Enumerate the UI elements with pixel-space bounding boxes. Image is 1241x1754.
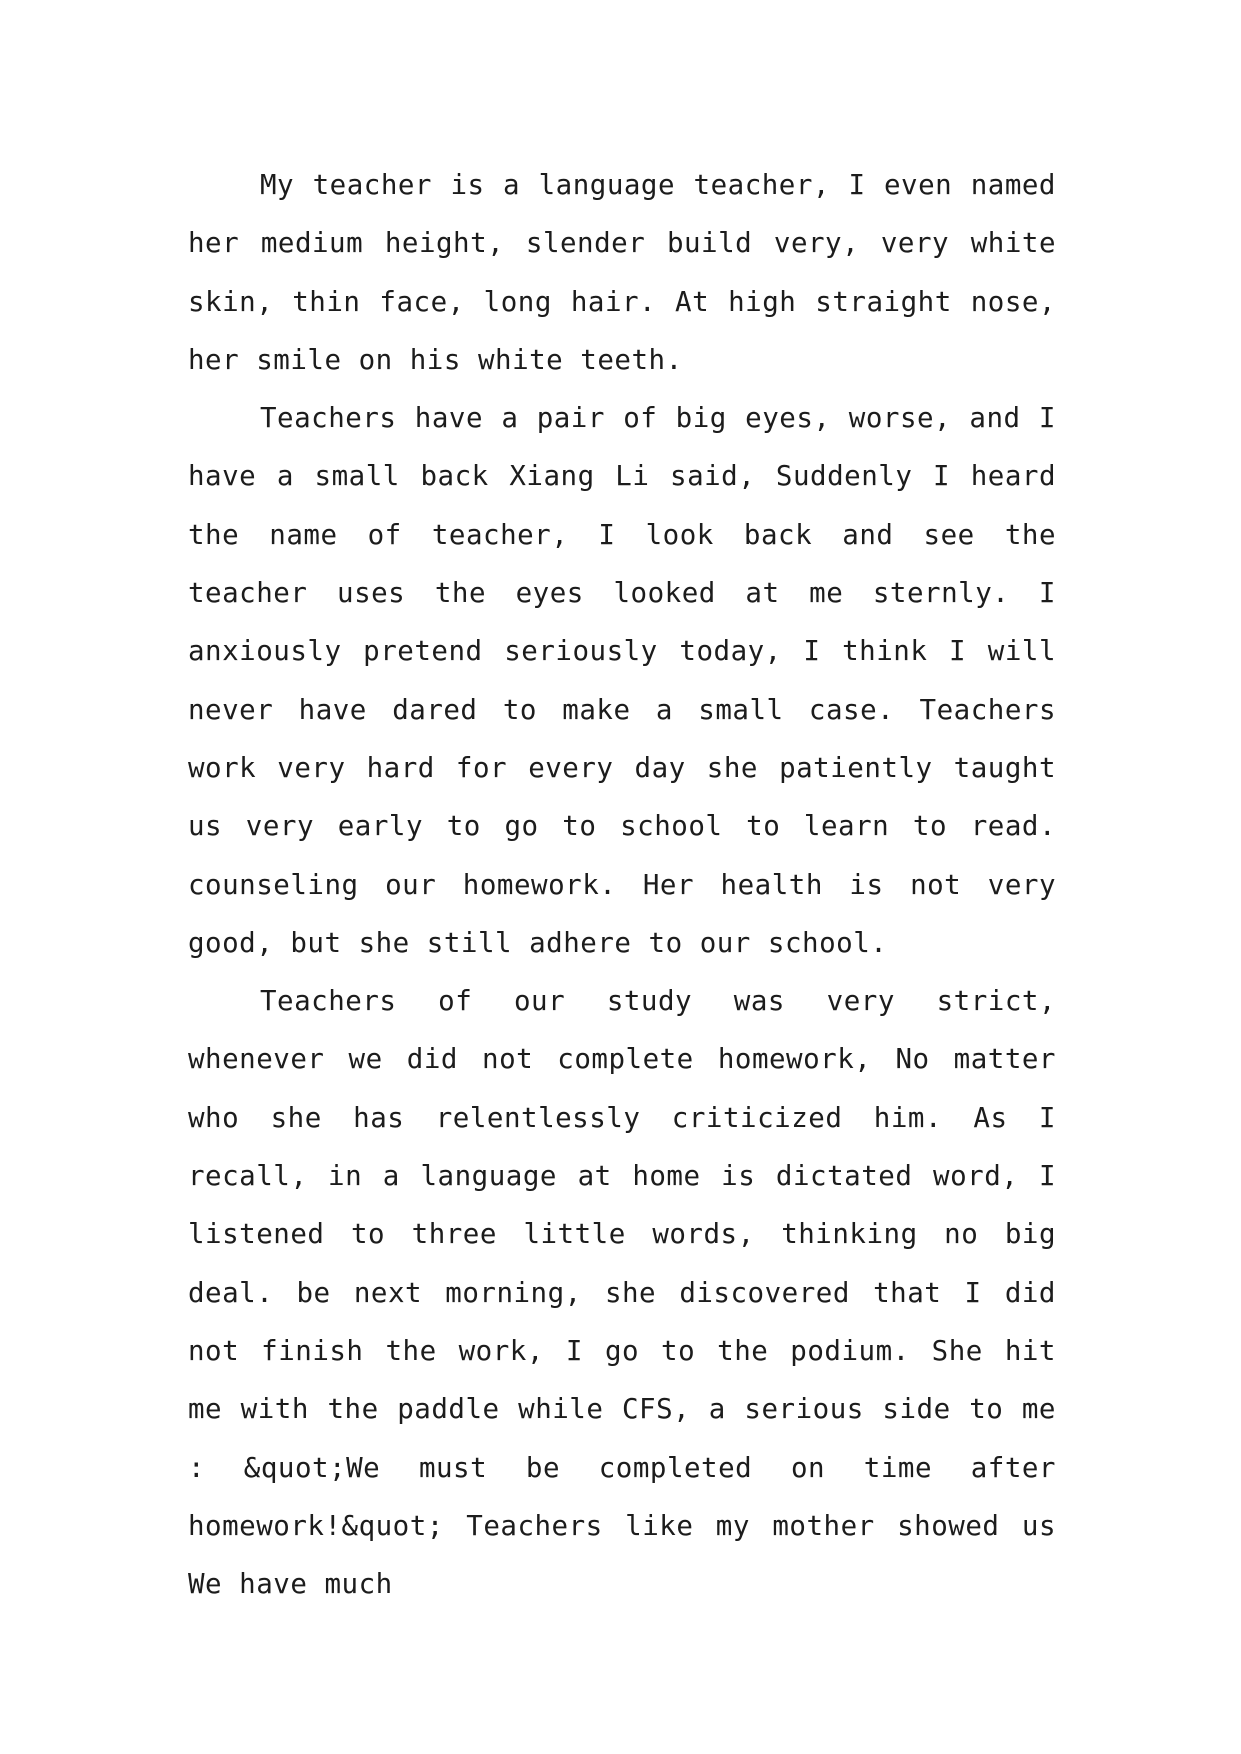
paragraph: My teacher is a language teacher, I even named her medium height, slender build very, very white skin, thin face, long hair. At high straight nose, her smile on his white teeth. [188,169,1056,376]
paragraph: Teachers have a pair of big eyes, worse, and I have a small back Xiang Li said, Suddenly I heard the name of teacher, I look back and see the teacher uses the eyes looked at me sternly. I anxiously pretend seriously today, I think I will never have dared to make a small case. Teachers work very hard for every day she patiently taught us very early to go to school to learn to read. counseling our homework. Her health is not very good, but she still adhere to our school. [188,402,1056,959]
document-body [188,156,1056,1613]
paragraph: Teachers of our study was very strict, whenever we did not complete homework, No matter who she has relentlessly criticized him. As I recall, in a language at home is dictated word, I listened to three little words, thinking no big deal. be next morning, she discovered that I did not finish the work, I go to the podium. She hit me with the paddle while CFS, a serious side to me : &quot;We must be completed on time after homework!&quot; Teachers like my mother showed us We have much [188,985,1056,1601]
